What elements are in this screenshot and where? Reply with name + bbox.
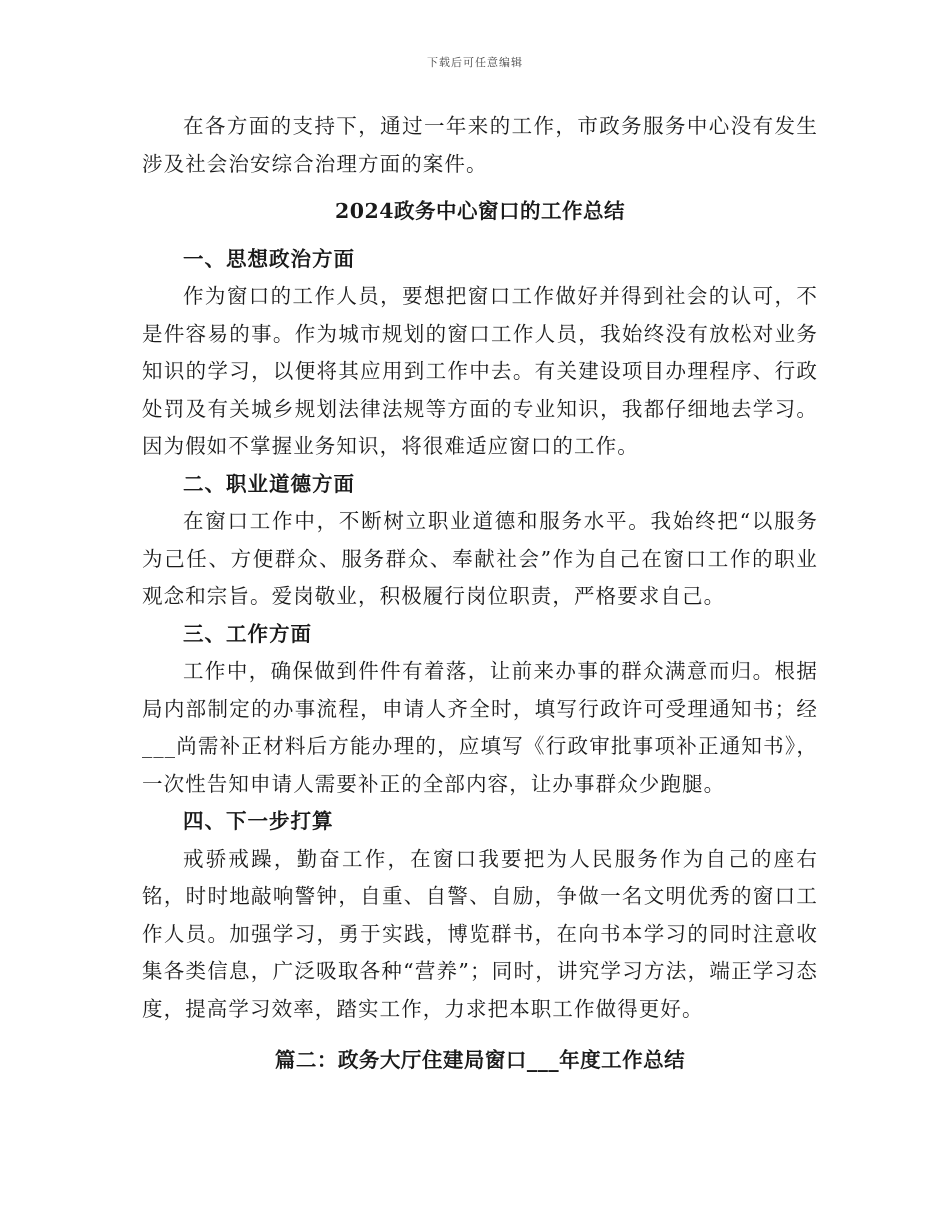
header-note: 下载后可任意编辑 bbox=[427, 56, 523, 69]
document-body bbox=[142, 108, 818, 1080]
section-heading-2: 二、职业道德方面 bbox=[183, 471, 355, 496]
next-article-title: 篇二：政务大厅住建局窗口___年度工作总结 bbox=[274, 1048, 686, 1072]
section-heading-1: 一、思想政治方面 bbox=[183, 246, 355, 271]
section-body-4: 戒骄戒躁，勤奋工作，在窗口我要把为人民服务作为自己的座右铭，时时地敲响警钟，自重、自警、自励，争做一名文明优秀的窗口工作人员。加强学习，勇于实践，博览群书，在向书本学习的同时注意收集各类信息，广泛吸取各种“营养”；同时，讲究学习方法，端正学习态度，提高学习效率，踏实工作，力求把本职工作做得更好。 bbox=[142, 846, 818, 1021]
section-heading-3: 三、工作方面 bbox=[183, 621, 312, 646]
intro-paragraph: 在各方面的支持下，通过一年来的工作，市政务服务中心没有发生涉及社会治安综合治理方面的案件。 bbox=[142, 114, 818, 176]
section-body-3: 工作中，确保做到件件有着落，让前来办事的群众满意而归。根据局内部制定的办事流程，申请人齐全时，填写行政许可受理通知书；经___尚需补正材料后方能办理的，应填写《行政审批事项补正通知书》，一次性告知申请人需要补正的全部内容，让办事群众少跑腿。 bbox=[142, 659, 818, 796]
section-body-1: 作为窗口的工作人员，要想把窗口工作做好并得到社会的认可，不是件容易的事。作为城市规划的窗口工作人员，我始终没有放松对业务知识的学习，以便将其应用到工作中去。有关建设项目办理程序、行政处罚及有关城乡规划法律法规等方面的专业知识，我都仔细地去学习。因为假如不掌握业务知识，将很难适应窗口的工作。 bbox=[142, 284, 818, 458]
section-body-2: 在窗口工作中，不断树立职业道德和服务水平。我始终把“以服务为己任、方便群众、服务群众、奉献社会”作为自己在窗口工作的职业观念和宗旨。爱岗敬业，积极履行岗位职责，严格要求自己。 bbox=[142, 509, 818, 608]
document-title: 2024政务中心窗口的工作总结 bbox=[334, 199, 626, 223]
section-heading-4: 四、下一步打算 bbox=[183, 809, 334, 833]
